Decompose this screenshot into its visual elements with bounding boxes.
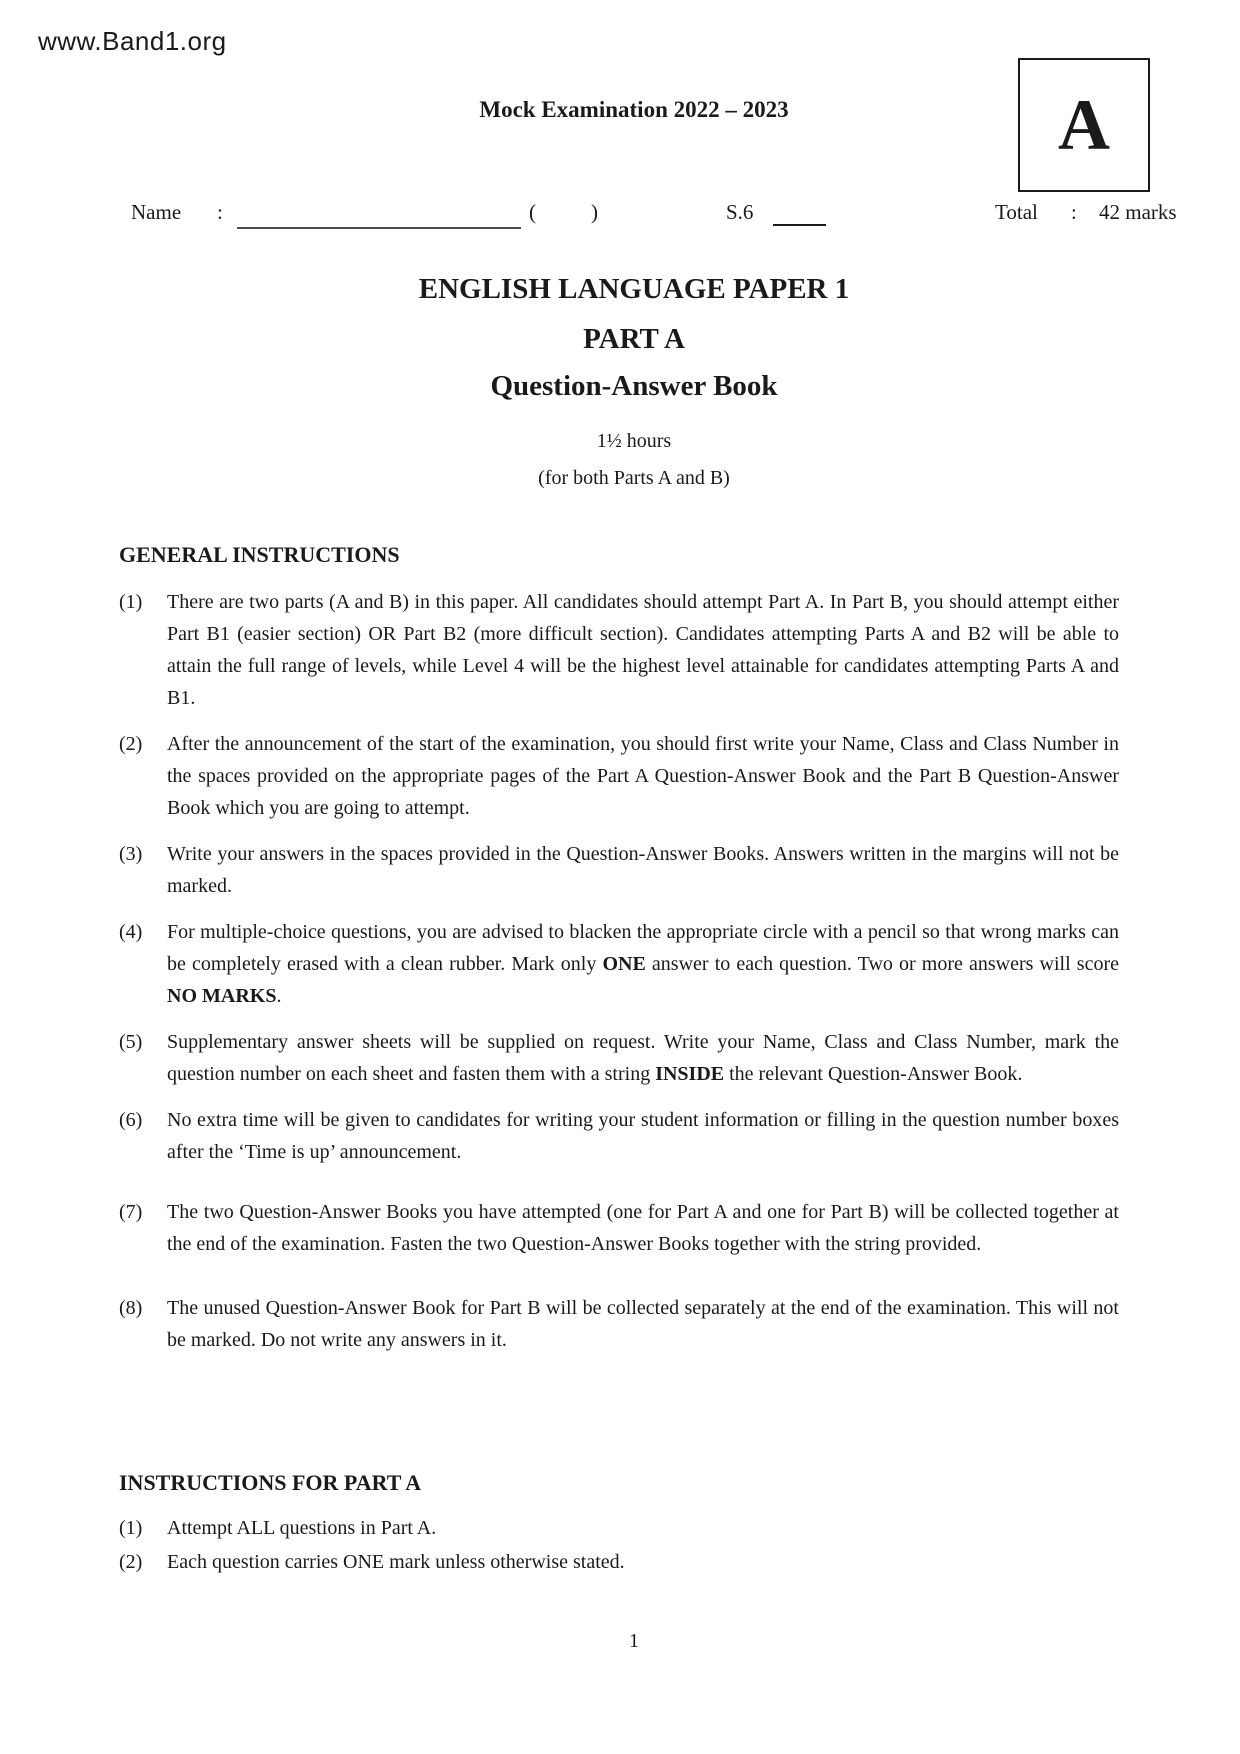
instruction-item bbox=[119, 586, 1119, 714]
general-instructions-heading: GENERAL INSTRUCTIONS bbox=[119, 542, 400, 567]
instruction-text: For multiple-choice questions, you are advised to blacken the appropriate circle with a pencil so that wrong marks can be completely erased with a clean rubber. Mark only ONE answer to each question. Two or more answers will score NO MARKS. bbox=[167, 921, 1119, 1007]
instruction-item bbox=[119, 1196, 1119, 1260]
instruction-item bbox=[119, 1292, 1119, 1356]
total-colon: : bbox=[1071, 200, 1077, 224]
instruction-text: After the announcement of the start of the examination, you should first write your Name, Class and Class Number in the spaces provided on the appropriate pages of the Part A Question-Answer Book and the Part B Question-Answer Book which you are going to attempt. bbox=[167, 733, 1119, 819]
part-a-instructions-section bbox=[119, 1471, 1119, 1578]
instruction-text: No extra time will be given to candidates for writing your student information or filling in the question number boxes after the ‘Time is up’ announcement. bbox=[167, 1109, 1119, 1163]
instruction-number: (1) bbox=[119, 591, 143, 613]
instruction-item bbox=[119, 1513, 1119, 1544]
instruction-text: Supplementary answer sheets will be supplied on request. Write your Name, Class and Class Number, mark the question number on each sheet and fasten them with a string INSIDE the relevant Question-Answer Book. bbox=[167, 1031, 1119, 1085]
instruction-item bbox=[119, 1547, 1119, 1578]
name-blank-field bbox=[237, 200, 521, 229]
paper-title: ENGLISH LANGUAGE PAPER 1 bbox=[418, 273, 850, 305]
part-a-instructions-heading: INSTRUCTIONS FOR PART A bbox=[119, 1470, 422, 1495]
instruction-text: The two Question-Answer Books you have attempted (one for Part A and one for Part B) will be collected together at the end of the examination. Fasten the two Question-Answer Books together with the string provided. bbox=[167, 1201, 1119, 1255]
instruction-item bbox=[119, 1104, 1119, 1168]
exam-title: Mock Examination 2022 – 2023 bbox=[479, 97, 789, 122]
class-label: S.6 bbox=[726, 200, 754, 224]
part-a-instructions-list bbox=[119, 1513, 1119, 1578]
general-instructions-section bbox=[119, 543, 1119, 1356]
instruction-text: Attempt ALL questions in Part A. bbox=[167, 1517, 437, 1539]
name-colon: : bbox=[217, 200, 223, 224]
instruction-text: Each question carries ONE mark unless otherwise stated. bbox=[167, 1551, 625, 1573]
site-url: www.Band1.org bbox=[38, 26, 227, 56]
version-letter: A bbox=[1058, 85, 1110, 165]
instruction-number: (3) bbox=[119, 843, 143, 865]
duration-text: 1½ hours bbox=[596, 430, 672, 452]
book-title: Question-Answer Book bbox=[490, 370, 778, 402]
instruction-item bbox=[119, 1026, 1119, 1090]
instruction-number: (2) bbox=[119, 733, 143, 755]
instruction-item bbox=[119, 728, 1119, 824]
instruction-number: (2) bbox=[119, 1551, 143, 1573]
instruction-item bbox=[119, 916, 1119, 1012]
instruction-number: (7) bbox=[119, 1201, 143, 1223]
name-label: Name bbox=[131, 200, 182, 224]
instruction-number: (5) bbox=[119, 1031, 143, 1053]
version-box bbox=[1018, 58, 1150, 192]
title-block bbox=[119, 274, 1149, 491]
instruction-text: There are two parts (A and B) in this paper. All candidates should attempt Part A. In Part B, you should attempt either Part B1 (easier section) OR Part B2 (more difficult section). Candidates attempting Parts A and B2 will be able to attain the full range of levels, while Level 4 will be the highest level attainable for candidates attempting Parts A and B1. bbox=[167, 591, 1119, 709]
page-number: 1 bbox=[629, 1630, 639, 1652]
instruction-number: (1) bbox=[119, 1517, 143, 1539]
instruction-item bbox=[119, 838, 1119, 902]
class-blank-field bbox=[773, 200, 826, 226]
part-title: PART A bbox=[583, 323, 685, 355]
general-instructions-list bbox=[119, 586, 1119, 1356]
instruction-text: Write your answers in the spaces provided in the Question-Answer Books. Answers written in the margins will not be marked. bbox=[167, 843, 1119, 897]
student-info-row bbox=[0, 200, 1240, 240]
total-label: Total bbox=[995, 200, 1038, 224]
instruction-text: The unused Question-Answer Book for Part B will be collected separately at the end of the examination. This will not be marked. Do not write any answers in it. bbox=[167, 1297, 1119, 1351]
class-number-paren-open: ( bbox=[529, 200, 536, 224]
instruction-number: (6) bbox=[119, 1109, 143, 1131]
instruction-number: (8) bbox=[119, 1297, 143, 1319]
total-marks-value: 42 marks bbox=[1099, 200, 1177, 224]
scope-text: (for both Parts A and B) bbox=[538, 467, 730, 489]
class-number-paren-close: ) bbox=[591, 200, 598, 224]
instruction-number: (4) bbox=[119, 921, 143, 943]
